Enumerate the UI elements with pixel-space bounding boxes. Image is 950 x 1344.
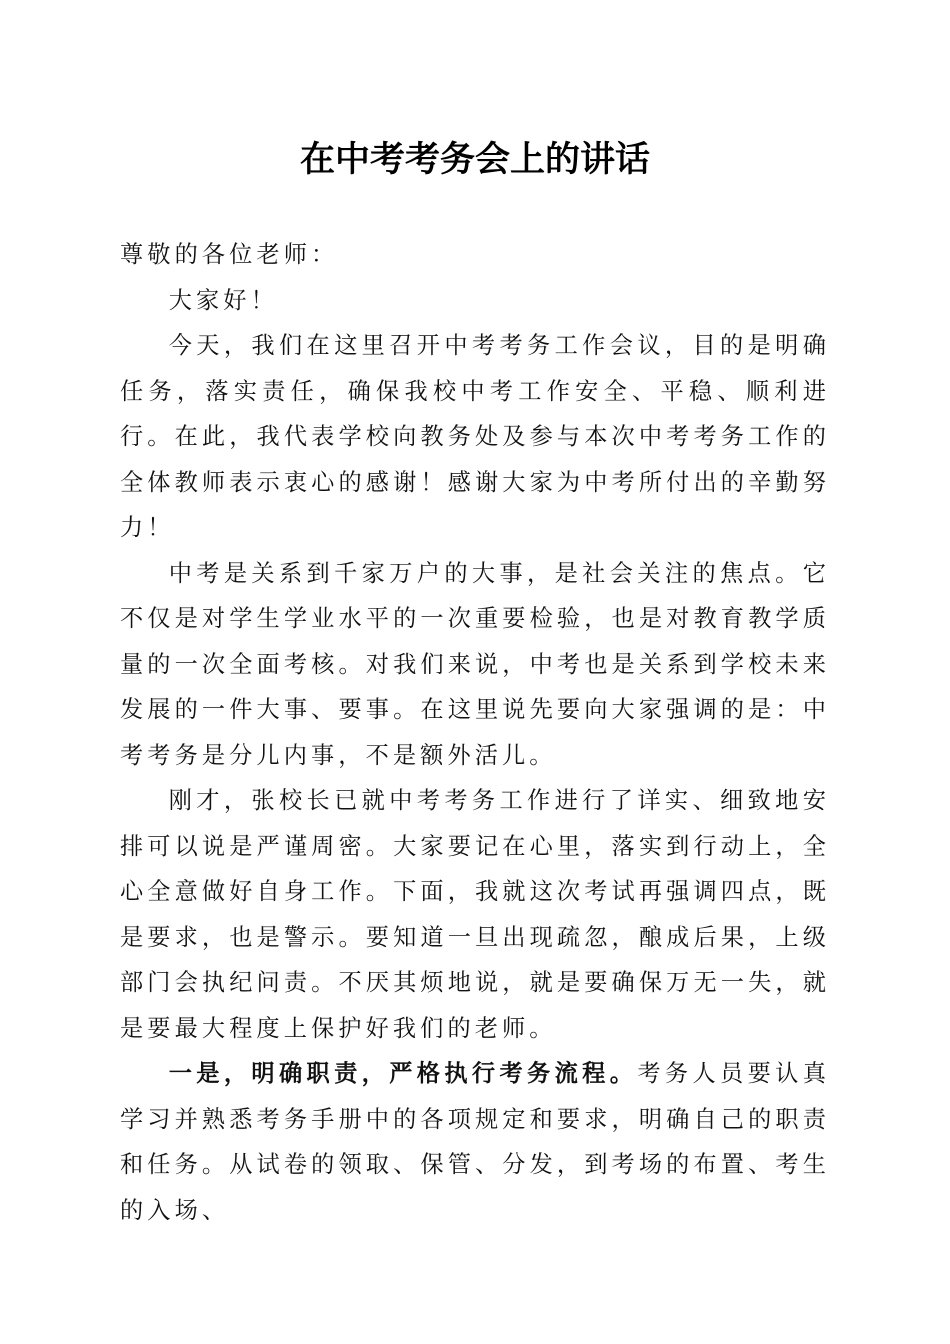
point-1-lead: 一是，明确职责，严格执行考务流程。 [168,1060,638,1087]
paragraph-2: 中考是关系到千家万户的大事，是社会关注的焦点。它不仅是对学生学业水平的一次重要检验，也是对教育教学质量的一次全面考核。对我们来说，中考也是关系到学校未来发展的一件大事、要事。在这里说先要向大家强调的是：中考考务是分儿内事，不是额外活儿。 [120,559,830,769]
point-1-text: 考务人员要认真学习并熟悉考务手册中的各项规定和要求，明确自己的职责和任务。从试卷的领取、保管、分发，到考场的布置、考生的入场、 [120,1060,831,1224]
document-title: 在中考考务会上的讲话 [299,139,650,180]
point-1-paragraph [120,1051,830,1233]
document-body [120,232,830,1233]
greeting: 大家好！ [168,286,278,314]
salutation: 尊敬的各位老师： [120,241,339,268]
paragraph-1: 今天，我们在这里召开中考考务工作会议，目的是明确任务，落实责任，确保我校中考工作安全、平稳、顺利进行。在此，我代表学校向教务处及参与本次中考考务工作的全体教师表示衷心的感谢！感谢大家为中考所付出的辛勤努力！ [120,332,830,541]
paragraph-3: 刚才，张校长已就中考考务工作进行了详实、细致地安排可以说是严谨周密。大家要记在心里，落实到行动上，全心全意做好自身工作。下面，我就这次考试再强调四点，既是要求，也是警示。要知道一旦出现疏忽，酿成后果，上级部门会执纪问责。不厌其烦地说，就是要确保万无一失，就是要最大程度上保护好我们的老师。 [120,787,830,1042]
